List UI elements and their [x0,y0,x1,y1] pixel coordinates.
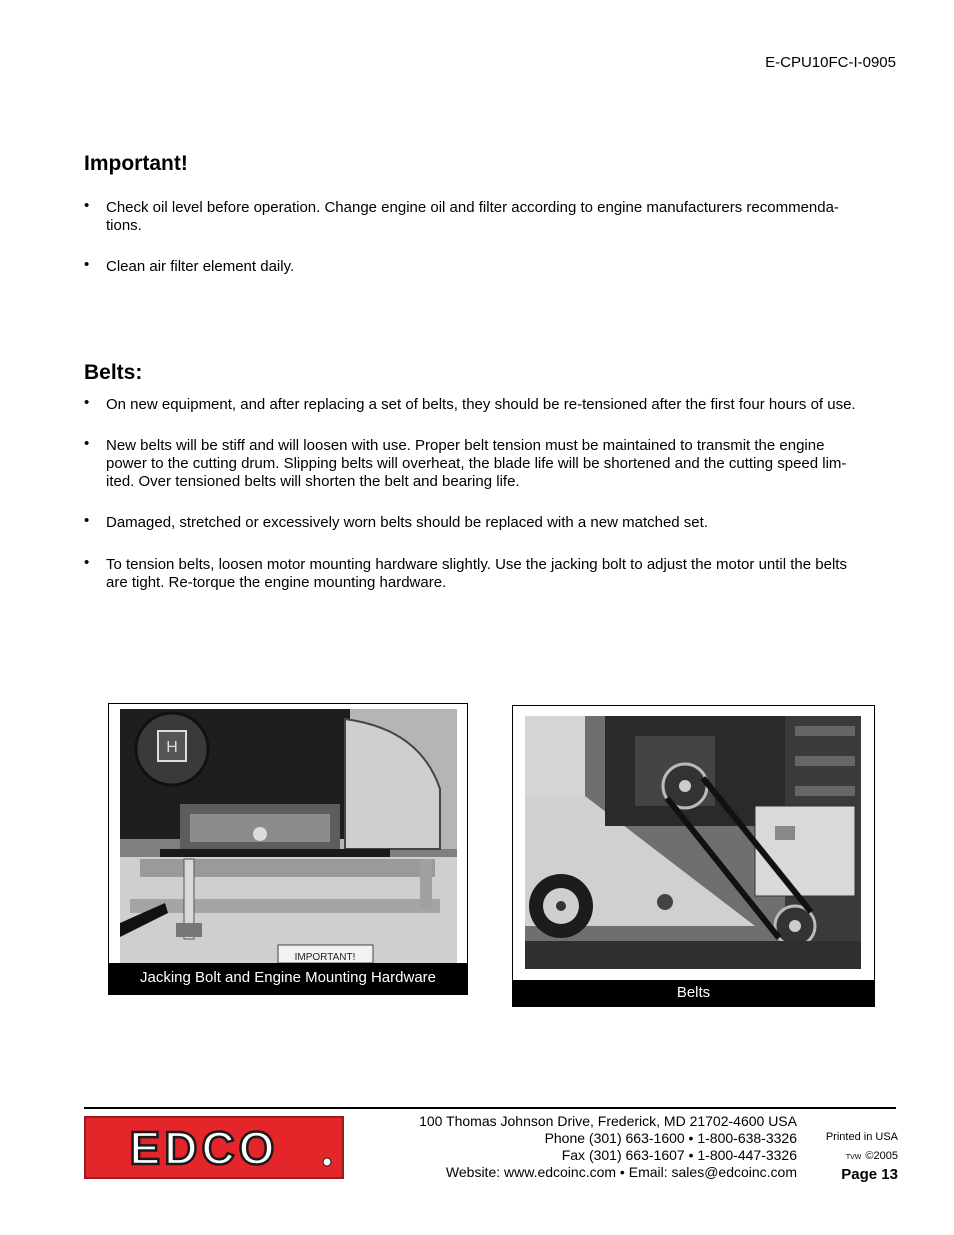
jacking-bolt-photo [120,709,457,963]
tvw-mark: TVW [845,1154,862,1161]
company-fax: Fax (301) 663-1607 • 1-800-447-3326 [561,1147,797,1163]
svg-text:H: H [166,739,178,756]
copyright-year: ©2005 [865,1150,898,1162]
company-web-email: Website: www.edcoinc.com • Email: sales@edcoinc.com [445,1164,797,1180]
bullet-icon: • [84,435,90,452]
copyright [846,1150,898,1162]
list-item-text: Check oil level before operation. Change engine oil and filter according to engine manufacturers recommenda- [106,199,839,216]
list-item [84,437,884,491]
belts-photo [525,716,861,969]
bullet-icon: • [84,197,90,214]
printed-in-usa: Printed in USA [825,1131,898,1143]
list-item-text: Damaged, stretched or excessively worn belts should be replaced with a new matched set. [106,514,708,531]
bullet-icon: • [84,512,90,529]
important-heading: Important! [84,152,188,175]
list-item [84,199,884,235]
jacking-bolt-caption: Jacking Bolt and Engine Mounting Hardware [109,963,467,994]
jacking-bolt-figure [108,703,468,995]
list-item [84,258,884,276]
company-address: 100 Thomas Johnson Drive, Frederick, MD 21702-4600 USA [419,1113,797,1129]
svg-text:IMPORTANT!: IMPORTANT! [294,952,356,963]
belts-figure [512,705,875,1007]
list-item [84,514,884,532]
svg-text:EDCO: EDCO [129,1122,279,1174]
list-item-text: are tight. Re-torque the engine mounting hardware. [106,574,447,591]
list-item-text: To tension belts, loosen motor mounting hardware slightly. Use the jacking bolt to adjust the motor until the belts [106,556,847,573]
list-item [84,556,884,592]
belts-caption: Belts [513,980,874,1006]
edco-logo [84,1116,344,1179]
bullet-icon: • [84,394,90,411]
footer-divider [84,1107,896,1109]
list-item-text: ited. Over tensioned belts will shorten the belt and bearing life. [106,473,520,490]
bullet-icon: • [84,256,90,273]
page-number: Page 13 [841,1166,898,1183]
bullet-icon: • [84,554,90,571]
list-item-text: On new equipment, and after replacing a set of belts, they should be re-tensioned after the first four hours of use. [106,396,856,413]
belts-list [84,396,884,592]
list-item [84,396,884,414]
list-item-text: Clean air filter element daily. [106,258,295,275]
document-code: E-CPU10FC-I-0905 [765,54,896,71]
company-phone: Phone (301) 663-1600 • 1-800-638-3326 [544,1130,797,1146]
list-item-text: tions. [106,217,142,234]
important-list [84,199,884,276]
belts-heading: Belts: [84,361,143,384]
belt-drive-illustration [525,716,861,969]
edco-logo-icon [84,1116,344,1179]
company-contact [419,1113,797,1181]
engine-mount-illustration [120,709,457,963]
list-item-text: New belts will be stiff and will loosen with use. Proper belt tension must be maintained to transmit the engine [106,437,825,454]
list-item-text: power to the cutting drum. Slipping belts will overheat, the blade life will be shortened and the cutting speed lim- [106,455,847,472]
